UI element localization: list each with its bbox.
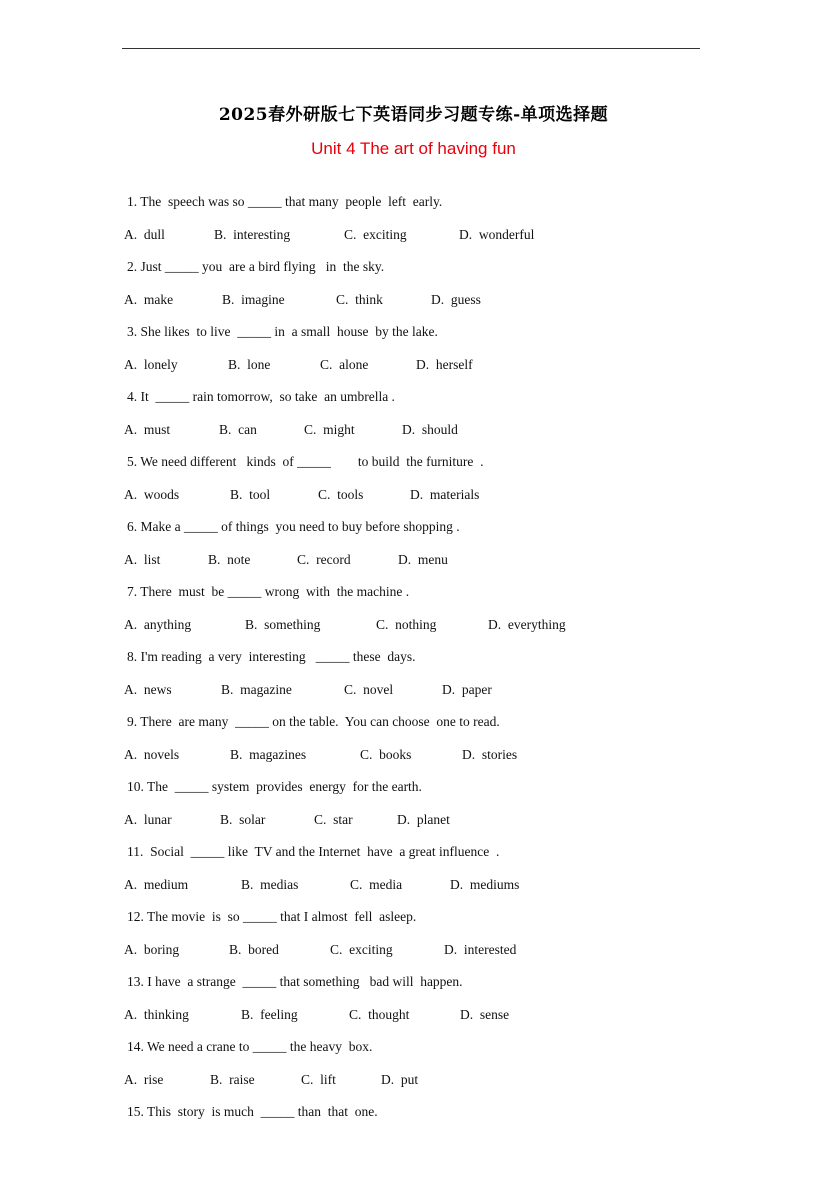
options-row <box>124 225 724 258</box>
option-b: B. magazines <box>230 746 307 762</box>
option-a: A. lonely <box>124 356 178 372</box>
question-stem <box>124 1102 724 1135</box>
option-a: A. dull <box>124 226 165 242</box>
question-text: 2. Just _____ you are a bird flying in the sky. <box>127 259 385 274</box>
options-row <box>124 615 724 648</box>
option-a: A. medium <box>124 876 189 892</box>
option-d: D. mediums <box>450 876 520 892</box>
options-row <box>124 485 724 518</box>
question-text: 15. This story is much _____ than that one. <box>127 1104 378 1119</box>
options-row <box>124 1005 724 1038</box>
option-c: C. nothing <box>376 616 437 632</box>
option-c: C. books <box>360 746 412 762</box>
question-text: 3. She likes to live _____ in a small house by the lake. <box>127 324 438 339</box>
option-b: B. feeling <box>241 1006 298 1022</box>
option-d: D. planet <box>397 811 450 827</box>
question-stem <box>124 322 724 355</box>
option-b: B. raise <box>210 1071 255 1087</box>
options-row <box>124 875 724 908</box>
option-c: C. think <box>336 291 383 307</box>
options-row <box>124 290 724 323</box>
option-c: C. alone <box>320 356 369 372</box>
option-a: A. news <box>124 681 172 697</box>
options-row <box>124 550 724 583</box>
options-row <box>124 810 724 843</box>
question-stem <box>124 712 724 745</box>
option-d: D. put <box>381 1071 419 1087</box>
option-b: B. bored <box>229 941 279 957</box>
option-b: B. tool <box>230 486 271 502</box>
option-c: C. tools <box>318 486 364 502</box>
question-stem <box>124 192 724 225</box>
option-a: A. novels <box>124 746 180 762</box>
question-text: 1. The speech was so _____ that many people left early. <box>127 194 443 209</box>
question-stem <box>124 842 724 875</box>
option-d: D. stories <box>462 746 518 762</box>
option-a: A. must <box>124 421 171 437</box>
option-d: D. herself <box>416 356 473 372</box>
option-a: A. boring <box>124 941 180 957</box>
options-row <box>124 940 724 973</box>
question-stem <box>124 452 724 485</box>
option-c: C. lift <box>301 1071 336 1087</box>
option-d: D. wonderful <box>459 226 535 242</box>
question-stem <box>124 777 724 810</box>
options-row <box>124 680 724 713</box>
option-d: D. paper <box>442 681 492 697</box>
option-c: C. thought <box>349 1006 410 1022</box>
option-a: A. thinking <box>124 1006 189 1022</box>
options-row <box>124 355 724 388</box>
option-d: D. menu <box>398 551 448 567</box>
option-c: C. might <box>304 421 355 437</box>
question-text: 11. Social _____ like TV and the Internet have a great influence . <box>127 844 500 859</box>
option-a: A. list <box>124 551 161 567</box>
option-d: D. interested <box>444 941 517 957</box>
options-row <box>124 420 724 453</box>
question-text: 4. It _____ rain tomorrow, so take an umbrella . <box>127 389 395 404</box>
page-title: 2025春外研版七下英语同步习题专练-单项选择题 <box>218 105 609 125</box>
question-text: 12. The movie is so _____ that I almost fell asleep. <box>127 909 417 924</box>
option-b: B. note <box>208 551 251 567</box>
option-a: A. lunar <box>124 811 172 827</box>
question-text: 5. We need different kinds of _____ to build the furniture . <box>127 454 484 469</box>
question-stem <box>124 257 724 290</box>
option-a: A. make <box>124 291 174 307</box>
question-stem <box>124 517 724 550</box>
question-text: 7. There must be _____ wrong with the machine . <box>127 584 410 599</box>
question-stem <box>124 1037 724 1070</box>
option-b: B. magazine <box>221 681 292 697</box>
question-stem <box>124 582 724 615</box>
question-text: 10. The _____ system provides energy for the earth. <box>127 779 422 794</box>
question-list <box>124 192 724 1135</box>
option-d: D. sense <box>460 1006 510 1022</box>
option-b: B. solar <box>220 811 266 827</box>
option-d: D. should <box>402 421 458 437</box>
option-b: B. medias <box>241 876 299 892</box>
question-stem <box>124 387 724 420</box>
option-b: B. imagine <box>222 291 285 307</box>
option-c: C. media <box>350 876 403 892</box>
question-stem <box>124 907 724 940</box>
option-b: B. lone <box>228 356 271 372</box>
question-text: 13. I have a strange _____ that something bad will happen. <box>127 974 463 989</box>
option-c: C. record <box>297 551 351 567</box>
question-text: 14. We need a crane to _____ the heavy box. <box>127 1039 373 1054</box>
option-d: D. materials <box>410 486 480 502</box>
option-c: C. star <box>314 811 353 827</box>
option-a: A. anything <box>124 616 192 632</box>
option-c: C. exciting <box>330 941 393 957</box>
option-c: C. exciting <box>344 226 407 242</box>
question-text: 8. I'm reading a very interesting _____ these days. <box>127 649 416 664</box>
question-stem <box>124 972 724 1005</box>
question-stem <box>124 647 724 680</box>
option-c: C. novel <box>344 681 394 697</box>
unit-subtitle: Unit 4 The art of having fun <box>311 139 516 158</box>
options-row <box>124 1070 724 1103</box>
option-d: D. everything <box>488 616 566 632</box>
option-b: B. can <box>219 421 257 437</box>
options-row <box>124 745 724 778</box>
header-rule <box>122 48 700 49</box>
option-a: A. woods <box>124 486 180 502</box>
question-text: 9. There are many _____ on the table. You can choose one to read. <box>127 714 500 729</box>
option-b: B. something <box>245 616 321 632</box>
option-b: B. interesting <box>214 226 291 242</box>
option-d: D. guess <box>431 291 481 307</box>
question-text: 6. Make a _____ of things you need to buy before shopping . <box>127 519 460 534</box>
option-a: A. rise <box>124 1071 164 1087</box>
